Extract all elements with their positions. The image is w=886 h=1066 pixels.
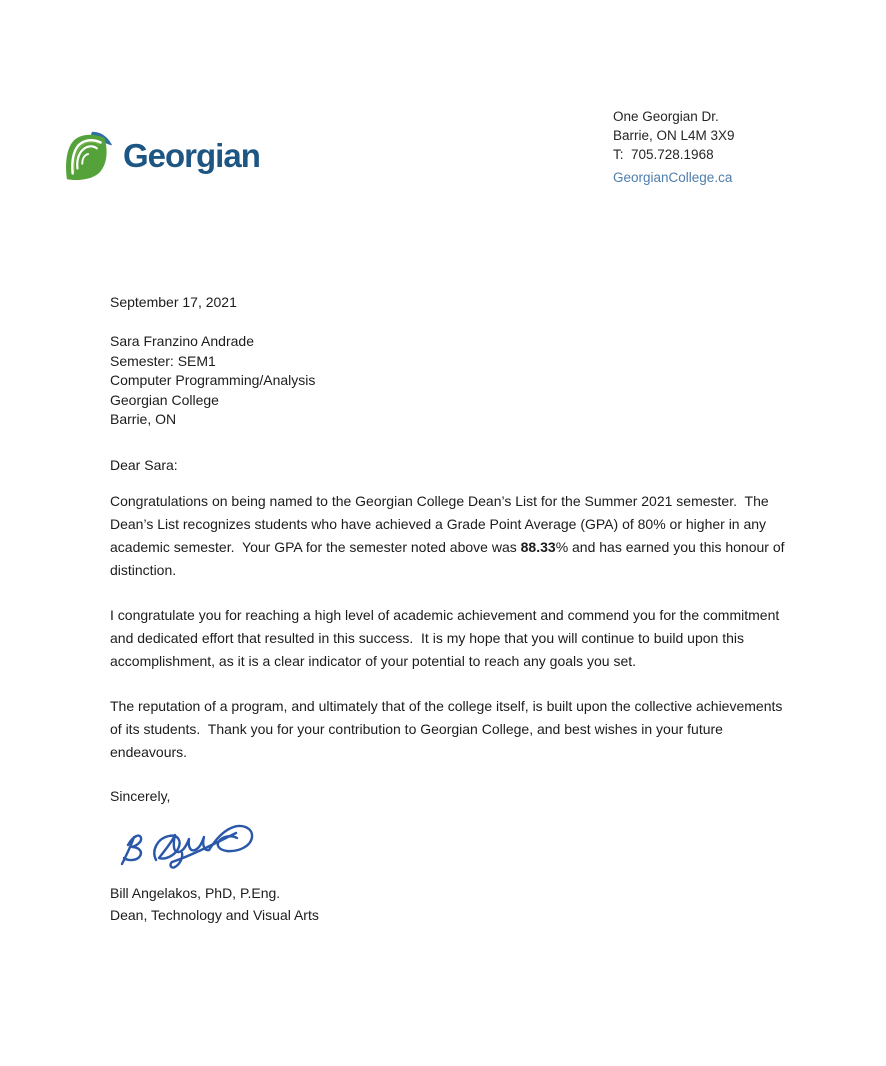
letterhead-address [613, 107, 735, 187]
logo-wordmark: Georgian [123, 137, 260, 174]
salutation: Dear Sara: [110, 456, 178, 473]
address-line1: One Georgian Dr. [613, 109, 719, 124]
letter-date: September 17, 2021 [110, 294, 237, 310]
georgian-logo [64, 130, 260, 182]
paragraph-line: of its students. Thank you for your contribution to Georgian College, and best wishes in your future [110, 720, 723, 737]
paragraph-line: Dean’s List recognizes students who have achieved a Grade Point Average (GPA) of 80% or higher in any [110, 515, 767, 532]
paragraph-3 [110, 695, 850, 764]
gpa-sentence-post: % and has earned you this honour of [555, 538, 785, 555]
sender-block [110, 882, 850, 927]
gpa-value: 88.33 [520, 538, 556, 555]
closing: Sincerely, [110, 787, 171, 804]
paragraph-line: The reputation of a program, and ultimately that of the college itself, is built upon the collective achievements [110, 697, 783, 714]
sender-name: Bill Angelakos, PhD, P.Eng. [110, 884, 281, 901]
paragraph-line [110, 536, 850, 559]
handwritten-signature [112, 820, 282, 876]
recipient-city: Barrie, ON [110, 411, 177, 427]
recipient-block [110, 332, 850, 430]
paragraph-line: I congratulate you for reaching a high level of academic achievement and commend you for the commitment [110, 606, 780, 623]
recipient-semester: Semester: SEM1 [110, 352, 216, 369]
paragraph-1 [110, 490, 850, 582]
paragraph-line: distinction. [110, 561, 177, 578]
letter-content [110, 292, 850, 927]
sender-title: Dean, Technology and Visual Arts [110, 907, 319, 923]
recipient-college: Georgian College [110, 391, 219, 408]
gpa-sentence-pre: academic semester. Your GPA for the semester noted above was [110, 538, 521, 555]
paragraph-line: endeavours. [110, 743, 188, 760]
paragraph-line: and dedicated effort that resulted in this success. It is my hope that you will continue to build upon this [110, 629, 744, 646]
phone-line: T: 705.728.1968 [613, 147, 714, 162]
paragraph-line: accomplishment, as it is a clear indicator of your potential to reach any goals you set. [110, 652, 637, 669]
recipient-program: Computer Programming/Analysis [110, 372, 316, 388]
paragraph-line: Congratulations on being named to the Georgian College Dean’s List for the Summer 2021 semester. The [110, 492, 769, 509]
address-line2: Barrie, ON L4M 3X9 [613, 128, 735, 143]
paragraph-2 [110, 604, 850, 673]
website-link[interactable]: GeorgianCollege.ca [613, 170, 733, 185]
recipient-name: Sara Franzino Andrade [110, 333, 254, 349]
georgian-leaf-icon [64, 130, 116, 182]
